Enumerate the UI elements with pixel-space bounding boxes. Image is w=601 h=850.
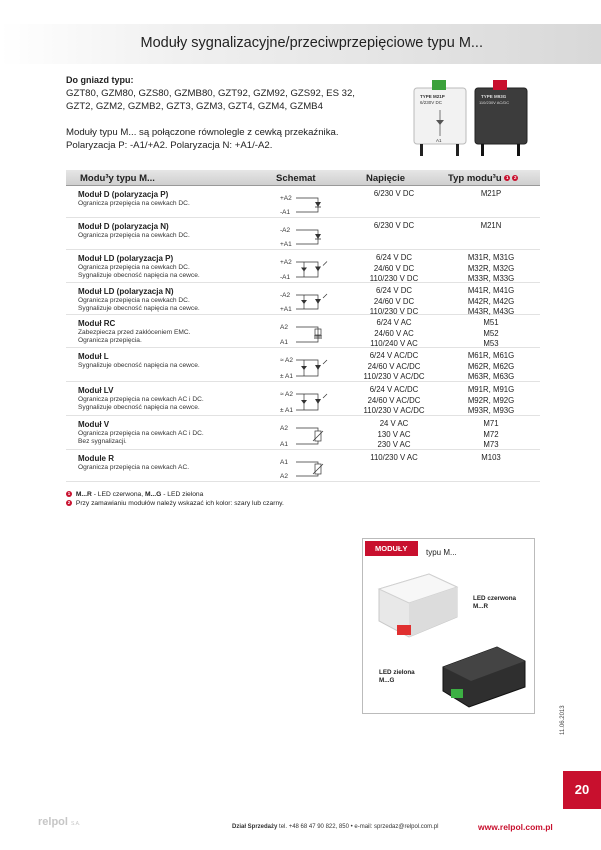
voltage-value: 6/24 V AC/DC [369,385,419,394]
voltage-value: 24/60 V DC [373,296,415,306]
voltage-value: 230 V AC [377,440,411,449]
footnote-badge-2: 2 [514,175,517,181]
voltage-value: 24/60 V AC [374,328,414,338]
type-code: M52 [483,328,499,338]
voltage-cell [344,286,444,318]
connection-line-1: Moduły typu M... są połączone równolegle z cewką przekaźnika. [66,126,339,138]
print-date: 11.06.2013 [560,705,566,735]
voltage-value: 24 V AC [379,419,409,428]
footnote-badge-1: 1 [506,175,509,181]
footnote-2: 2 Przy zamawianiu modułów należy wskazać ich kolor: szary lub czarny. [67,500,284,507]
type-code: M43R, M43G [467,307,515,316]
module-name: Moduł L [78,352,109,361]
pin-label-top: +A2 [280,195,292,202]
header-schema: Schemat [276,173,316,184]
voltage-value: 24/60 V DC [373,263,415,273]
voltage-cell [344,253,444,285]
schematic-diagram [272,315,332,348]
module-description: Ogranicza przepięcia. [78,337,142,344]
connection-line-2: Polaryzacja P: -A1/+A2. Polaryzacja N: +A1/-A2. [66,139,273,151]
type-code: M91R, M91G [467,385,515,394]
voltage-cell [344,221,444,232]
module-description: Ogranicza przepięcia na cewkach DC. [78,232,190,239]
type-cell [446,189,536,200]
schematic-diagram [272,348,332,382]
pin-label-top: ≈ A2 [280,391,293,398]
pin-label-top: -A2 [280,292,291,299]
voltage-cell [344,189,444,200]
schematic-diagram [272,283,332,315]
dark-module-label-2: 110/230V AC/DC [479,100,510,105]
module-name: Moduł LV [78,386,114,395]
type-cell [446,453,536,464]
pin-label-bottom: A1 [280,339,288,346]
module-table [66,170,540,482]
voltage-value: 6/24 V DC [376,253,412,262]
voltage-value: 110/230 V DC [369,274,419,283]
pin-label-bottom: +A1 [280,306,292,313]
type-code: M32R, M32G [467,263,515,273]
pin-label-top: ≈ A2 [280,357,293,364]
voltage-value: 110/230 V DC [369,307,419,316]
pin-label-top: A2 [280,425,288,432]
header-type: Typ modu³u 1 2 [448,173,517,184]
voltage-value: 6/24 V AC [376,318,412,327]
type-cell [446,286,536,318]
module-description: Ogranicza przepięcia na cewkach DC. [78,200,190,207]
type-cell [446,385,536,417]
schematic-diagram [272,450,332,482]
type-code: M61R, M61G [467,351,515,360]
sockets-line-2: GZT2, GZM2, GZMB2, GZT3, GZM3, GZT4, GZM4, GZMB4 [66,101,323,113]
module-description: Ogranicza przepięcia na cewkach AC. [78,464,190,471]
table-header [66,170,540,186]
type-code: M73 [483,440,499,449]
module-name: Moduł V [78,420,110,429]
table-row [66,315,540,348]
table-row [66,283,540,315]
white-module-label-1: TYPE M21P [420,94,445,99]
header-module: Modu³y typu M... [80,173,155,184]
type-code: M21P [480,189,502,198]
showcase-tag: MODUŁY [365,541,418,556]
type-code: M42R, M42G [467,296,515,306]
table-body [66,186,540,482]
pin-label-top: A1 [280,459,288,466]
table-row [66,218,540,250]
voltage-value: 6/230 V DC [373,221,415,230]
voltage-value: 110/240 V AC [370,339,418,348]
voltage-cell [344,318,444,350]
type-code: M62R, M62G [467,361,515,371]
table-row [66,382,540,416]
module-description: Sygnalizuje obecność napięcia na cewce. [78,404,200,411]
module-showcase [362,538,535,714]
voltage-value: 6/24 V DC [376,286,412,295]
module-description: Ogranicza przepięcia na cewkach AC i DC. [78,396,204,403]
module-description: Zabezpiecza przed zakłóceniem EMC. [78,329,191,336]
pin-label-bottom: ± A1 [280,373,293,380]
module-description: Sygnalizuje obecność napięcia na cewce. [78,362,200,369]
pin-label-bottom: A2 [280,473,288,480]
voltage-value: 24/60 V AC/DC [367,395,421,405]
page-number: 20 [563,771,601,809]
white-module-pin: A1 [436,138,442,143]
pin-label-top: +A2 [280,259,292,266]
pin-label-top: -A2 [280,227,291,234]
black-module-photo [433,639,531,711]
header-voltage: Napięcie [366,173,406,184]
type-code: M92R, M92G [467,395,515,405]
type-cell [446,318,536,350]
type-code: M21N [480,221,502,230]
module-description: Ogranicza przepięcia na cewkach DC. [78,297,190,304]
relpol-logo: relpol S.A. [38,816,81,828]
type-code: M103 [481,453,501,462]
footer-contact: Dział Sprzedaży tel. +48 68 47 90 822, 850 • e-mail: sprzedaz@relpol.com.pl [232,824,439,830]
sockets-line-1: GZT80, GZM80, GZS80, GZMB80, GZT92, GZM92, GZS92, ES 32, [66,88,355,100]
type-code: M33R, M33G [467,274,515,283]
module-name: Module R [78,454,114,463]
module-description: Ogranicza przepięcia na cewkach AC i DC. [78,430,204,437]
green-led-label: LED zielona M...G [379,669,415,684]
type-code: M71 [483,419,499,428]
grey-module-photo [369,569,464,644]
dark-module-label-1: TYPE M93G [481,94,507,99]
module-name: Moduł D (polaryzacja P) [78,190,169,199]
module-name: Moduł RC [78,319,116,328]
schematic-diagram [272,382,332,416]
pin-label-bottom: -A1 [280,274,291,281]
table-row [66,416,540,450]
module-description: Sygnalizuje obecność napięcia na cewce. [78,305,200,312]
table-row [66,186,540,218]
voltage-value: 110/230 V AC/DC [363,372,425,381]
voltage-value: 110/230 V AC [370,453,418,462]
module-name: Moduł D (polaryzacja N) [78,222,169,231]
module-description: Ogranicza przepięcia na cewkach DC. [78,264,190,271]
type-code: M93R, M93G [467,406,515,415]
module-description: Sygnalizuje obecność napięcia na cewce. [78,272,200,279]
type-cell [446,221,536,232]
module-description: Bez sygnalizacji. [78,438,127,445]
schematic-diagram [272,250,332,283]
pin-label-bottom: +A1 [280,241,292,248]
voltage-value: 6/230 V DC [373,189,415,198]
type-cell [446,351,536,383]
product-photo-white [412,80,470,158]
type-code: M53 [483,339,499,348]
pin-label-bottom: A1 [280,441,288,448]
type-code: M31R, M31G [467,253,515,262]
pin-label-bottom: -A1 [280,209,291,216]
intro-section [66,74,366,160]
type-cell [446,253,536,285]
module-name: Moduł LD (polaryzacja N) [78,287,174,296]
red-led-label: LED czerwona M...R [473,595,517,610]
socket-label: Do gniazd typu: [66,75,134,85]
voltage-cell [344,351,444,383]
schematic-diagram [272,218,332,250]
pin-label-bottom: ± A1 [280,407,293,414]
type-code: M51 [483,318,499,327]
type-code: M72 [483,429,499,439]
schematic-diagram [272,186,332,218]
voltage-value: 130 V AC [377,429,411,439]
schematic-diagram [272,416,332,450]
voltage-value: 110/230 V AC/DC [363,406,425,415]
voltage-cell [344,419,444,451]
module-name: Moduł LD (polaryzacja P) [78,254,174,263]
table-row [66,348,540,382]
white-module-label-2: 6/230V DC [420,100,443,105]
showcase-subtitle: typu M... [426,548,457,557]
voltage-cell [344,453,444,464]
voltage-value: 24/60 V AC/DC [367,361,421,371]
page-title: Moduły sygnalizacyjne/przeciwprzepięciowe typu M... [140,35,483,51]
type-cell [446,419,536,451]
footnote-1: 1 M...R - LED czerwona, M...G - LED zielona [67,491,204,498]
voltage-value: 6/24 V AC/DC [369,351,419,360]
product-photo-dark [473,80,531,158]
footnotes [66,490,284,508]
voltage-cell [344,385,444,417]
footer-website-link[interactable]: www.relpol.com.pl [478,822,553,832]
pin-label-top: A2 [280,324,288,331]
type-code: M41R, M41G [467,286,515,295]
type-code: M63R, M63G [467,372,515,381]
table-row [66,450,540,482]
table-row [66,250,540,283]
